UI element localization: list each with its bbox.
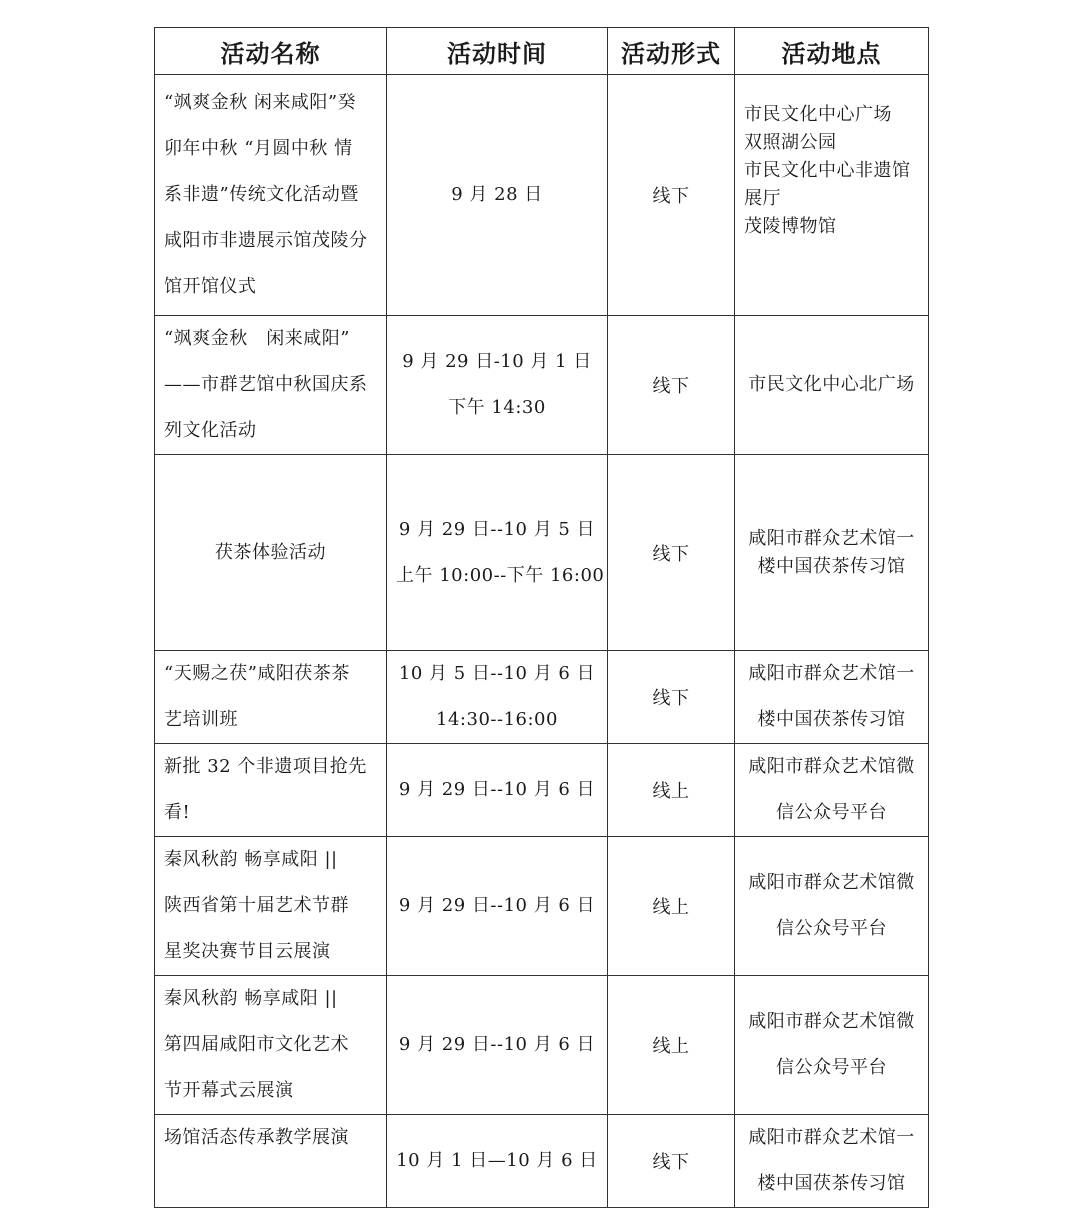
header-activity-mode: 活动形式 — [608, 28, 735, 75]
activity-place-line: 咸阳市群众艺术馆一 — [748, 1127, 915, 1148]
activity-mode-cell: 线下 — [608, 316, 735, 455]
activity-place-cell — [735, 651, 929, 744]
activity-place-cell — [735, 837, 929, 976]
activity-time-line: 9 月 29 日--10 月 6 日 — [398, 895, 596, 916]
header-activity-name: 活动名称 — [155, 28, 387, 75]
activity-place-line: 信公众号平台 — [776, 802, 887, 823]
activity-place-line: 信公众号平台 — [776, 1057, 887, 1078]
activity-name-line: 新批 32 个非遗项目抢先 — [164, 756, 367, 777]
activity-name-cell — [155, 976, 387, 1115]
activity-mode-cell: 线上 — [608, 744, 735, 837]
activity-place-line: 咸阳市群众艺术馆一 — [748, 527, 915, 549]
activity-place-line: 茂陵博物馆 — [744, 216, 837, 237]
activity-name-cell — [155, 651, 387, 744]
activity-time-line: 9 月 29 日--10 月 5 日 — [398, 518, 596, 540]
activity-time-line: 9 月 28 日 — [451, 184, 543, 205]
activity-place-line: 市民文化中心广场 — [744, 104, 892, 125]
activity-schedule-table — [154, 27, 929, 1208]
activity-time-cell — [387, 837, 608, 976]
activity-name-line: 茯茶体验活动 — [215, 541, 326, 563]
activity-name-line: 卯年中秋 “月圆中秋 情 — [164, 138, 353, 159]
activity-place-line: 咸阳市群众艺术馆一 — [748, 663, 915, 684]
activity-mode-cell: 线上 — [608, 837, 735, 976]
activity-name-line: 节开幕式云展演 — [164, 1080, 294, 1101]
activity-time-line: 9 月 29 日--10 月 6 日 — [398, 779, 596, 800]
activity-name-cell — [155, 75, 387, 316]
activity-name-line: 看! — [164, 802, 191, 823]
activity-name-cell — [155, 1115, 387, 1208]
table-row — [155, 75, 929, 316]
activity-mode-cell: 线上 — [608, 976, 735, 1115]
activity-name-line: 场馆活态传承教学展演 — [164, 1127, 349, 1148]
activity-name-cell — [155, 455, 387, 651]
activity-time-line: 14:30--16:00 — [436, 709, 558, 730]
activity-name-cell — [155, 744, 387, 837]
activity-name-line: 陕西省第十届艺术节群 — [164, 895, 349, 916]
activity-name-line: ——市群艺馆中秋国庆系 — [164, 374, 368, 395]
activity-name-line: 咸阳市非遗展示馆茂陵分 — [164, 230, 368, 251]
activity-name-line: 艺培训班 — [164, 709, 238, 730]
activity-place-line: 市民文化中心非遗馆 — [744, 160, 911, 181]
activity-place-line: 咸阳市群众艺术馆微 — [748, 872, 915, 893]
activity-time-cell — [387, 744, 608, 837]
activity-mode-cell: 线下 — [608, 455, 735, 651]
activity-time-line: 10 月 1 日—10 月 6 日 — [396, 1150, 598, 1171]
activity-time-cell — [387, 651, 608, 744]
activity-name-line: 馆开馆仪式 — [164, 276, 257, 297]
table-row — [155, 976, 929, 1115]
activity-name-cell — [155, 316, 387, 455]
activity-time-line: 9 月 29 日--10 月 6 日 — [398, 1034, 596, 1055]
activity-place-cell — [735, 744, 929, 837]
activity-name-line: 系非遗”传统文化活动暨 — [164, 184, 359, 205]
activity-place-cell — [735, 316, 929, 455]
activity-place-line: 展厅 — [744, 188, 781, 209]
activity-time-line: 上午 10:00--下午 16:00 — [396, 564, 605, 586]
activity-name-line: 星奖决赛节目云展演 — [164, 941, 331, 962]
activity-time-line: 下午 14:30 — [448, 397, 546, 418]
activity-place-cell — [735, 75, 929, 316]
activity-time-cell — [387, 1115, 608, 1208]
activity-place-line: 楼中国茯茶传习馆 — [757, 709, 906, 730]
activity-name-line: 秦风秋韵 畅享咸阳 || — [164, 988, 338, 1009]
activity-place-line: 咸阳市群众艺术馆微 — [748, 1011, 915, 1032]
activity-time-line: 10 月 5 日--10 月 6 日 — [398, 663, 596, 684]
activity-place-line: 楼中国茯茶传习馆 — [757, 555, 906, 577]
activity-mode-cell: 线下 — [608, 1115, 735, 1208]
table-row — [155, 1115, 929, 1208]
activity-time-line: 9 月 29 日-10 月 1 日 — [402, 351, 592, 372]
header-activity-place: 活动地点 — [735, 28, 929, 75]
table-row — [155, 316, 929, 455]
activity-place-line: 信公众号平台 — [776, 918, 887, 939]
activity-name-line: “飒爽金秋 闲来咸阳”癸 — [164, 92, 357, 113]
activity-place-line: 楼中国茯茶传习馆 — [757, 1173, 906, 1194]
table-row — [155, 744, 929, 837]
table-row — [155, 651, 929, 744]
activity-name-line: 秦风秋韵 畅享咸阳 || — [164, 849, 338, 870]
activity-place-line: 咸阳市群众艺术馆微 — [748, 756, 915, 777]
header-row — [155, 28, 929, 75]
activity-place-cell — [735, 976, 929, 1115]
activity-name-line: “飒爽金秋 闲来咸阳” — [164, 328, 350, 349]
table-row — [155, 837, 929, 976]
activity-name-line: “天赐之茯”咸阳茯茶茶 — [164, 663, 350, 684]
table-row — [155, 455, 929, 651]
activity-name-line: 第四届咸阳市文化艺术 — [164, 1034, 349, 1055]
activity-time-cell — [387, 75, 608, 316]
activity-name-line: 列文化活动 — [164, 420, 257, 441]
activity-place-line: 市民文化中心北广场 — [748, 374, 915, 395]
activity-time-cell — [387, 316, 608, 455]
activity-name-cell — [155, 837, 387, 976]
activity-mode-cell: 线下 — [608, 75, 735, 316]
activity-place-cell — [735, 1115, 929, 1208]
activity-place-cell — [735, 455, 929, 651]
activity-time-cell — [387, 455, 608, 651]
activity-place-line: 双照湖公园 — [744, 132, 837, 153]
header-activity-time: 活动时间 — [387, 28, 608, 75]
activity-mode-cell: 线下 — [608, 651, 735, 744]
activity-time-cell — [387, 976, 608, 1115]
